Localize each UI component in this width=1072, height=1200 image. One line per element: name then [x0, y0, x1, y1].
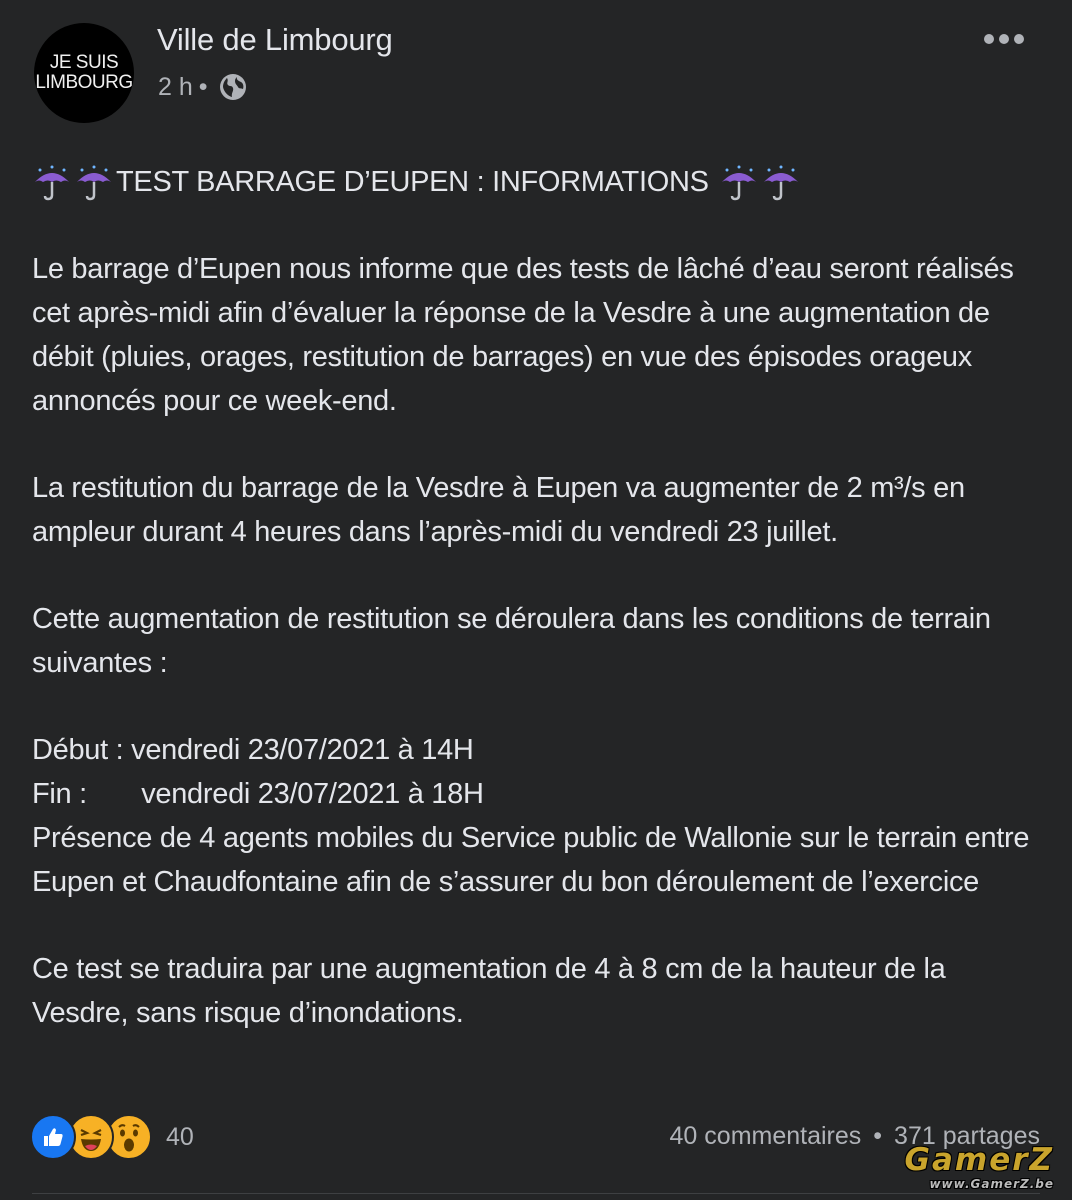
page-name[interactable]: Ville de Limbourg: [157, 22, 393, 57]
avatar-line1: JE SUIS: [49, 52, 119, 73]
paragraph-conditions: Cette augmentation de restitution se déroulera dans les conditions de terrain suivantes :: [32, 603, 991, 679]
watermark-url: www.GamerZ.be: [929, 1177, 1054, 1191]
schedule-end: Fin : vendredi 23/07/2021 à 18H: [32, 778, 484, 810]
shares-link[interactable]: 371 partages: [894, 1122, 1040, 1150]
umbrella-rain-icon: [32, 162, 72, 202]
avatar-line2: LIMBOURG: [35, 72, 133, 93]
post-body: [32, 160, 1047, 1078]
schedule-start: Début : vendredi 23/07/2021 à 14H: [32, 734, 474, 766]
globe-icon: [218, 72, 248, 102]
umbrella-rain-icon: [74, 162, 114, 202]
paragraph-restitution: La restitution du barrage de la Vesdre à Eupen va augmenter de 2 m³/s en ampleur durant 4 heures dans l’après-midi du vendredi 23 juillet.: [32, 472, 965, 548]
watermark-logo: [905, 1143, 1054, 1191]
comments-link[interactable]: 40 commentaires: [669, 1122, 862, 1150]
post-headline: [32, 160, 1047, 204]
paragraph-result: Ce test se traduira par une augmentation de 4 à 8 cm de la hauteur de la Vesdre, sans risque d’inondations.: [32, 953, 946, 1029]
umbrella-rain-icon: [719, 162, 759, 202]
footer-divider: [32, 1193, 1040, 1194]
reaction-count: 40: [166, 1122, 194, 1151]
like-reaction-icon: [30, 1114, 76, 1160]
watermark-name: GamerZ: [904, 1142, 1054, 1178]
umbrella-rain-icon: [761, 162, 801, 202]
stats-separator: •: [873, 1122, 883, 1150]
post-time[interactable]: 2 h: [158, 72, 193, 101]
paragraph-intro: Le barrage d’Eupen nous informe que des tests de lâché d’eau seront réalisés cet après-midi afin d’évaluer la réponse de la Vesdre à une augmentation de débit (pluies, orages, restitution de barrages) en vue des épisodes orageux annoncés pour ce week-end.: [32, 253, 1014, 417]
schedule-presence: Présence de 4 agents mobiles du Service public de Wallonie sur le terrain entre Eupen et Chaudfontaine afin de s’assurer du bon déroulement de l’exercice: [32, 822, 1030, 898]
meta-separator: •: [198, 72, 208, 101]
headline-text: TEST BARRAGE D’EUPEN : INFORMATIONS: [116, 166, 709, 198]
reactions-summary[interactable]: [30, 1114, 194, 1160]
avatar[interactable]: [34, 23, 134, 123]
more-options-icon[interactable]: [982, 26, 1026, 52]
post-meta: [158, 72, 248, 102]
schedule-block: [32, 728, 1047, 904]
